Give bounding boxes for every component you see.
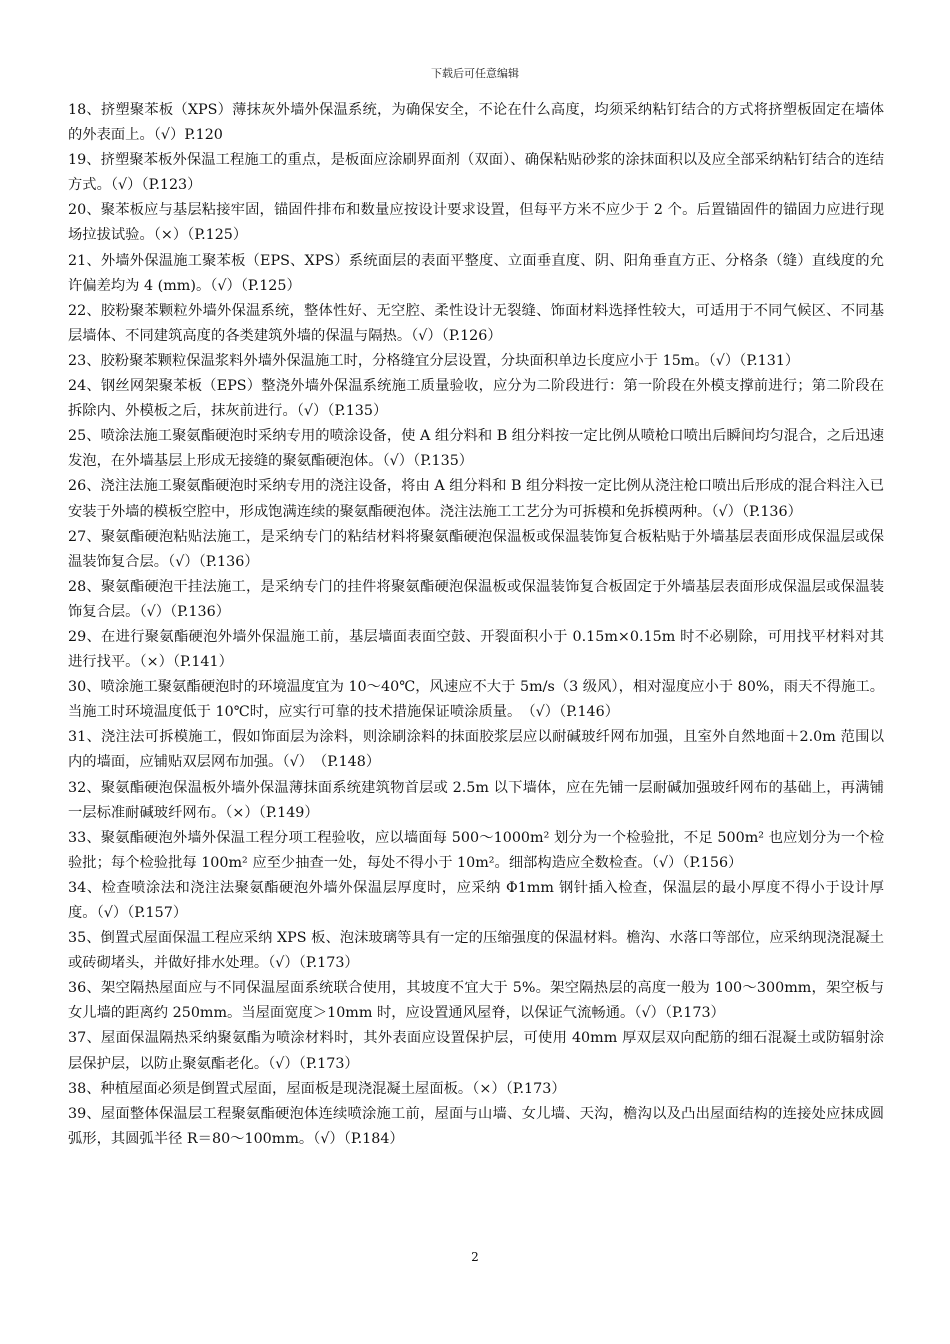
question-list [68,98,884,1152]
list-item: 20、聚苯板应与基层粘接牢固，锚固件排布和数量应按设计要求设置，但每平方米不应少于 2 个。后置锚固件的锚固力应进行现场拉拔试验。（×）（P.125） [68,202,884,244]
list-item: 37、屋面保温隔热采纳聚氨酯为喷涂材料时，其外表面应设置保护层，可使用 40mm 厚双层双向配筋的细石混凝土或防辐射涂层保护层，以防止聚氨酯老化。（√）（P.173） [68,1030,884,1072]
list-item: 35、倒置式屋面保温工程应采纳 XPS 板、泡沫玻璃等具有一定的压缩强度的保温材料。檐沟、水落口等部位，应采纳现浇混凝土或砖砌堵头，并做好排水处理。（√）（P.173） [68,930,884,972]
list-item: 31、浇注法可拆模施工，假如饰面层为涂料，则涂刷涂料的抹面胶浆层应以耐碱玻纤网布加强，且室外自然地面＋2.0m 范围以内的墙面，应铺贴双层网布加强。（√） （P.148） [68,729,884,771]
list-item: 38、种植屋面必须是倒置式屋面，屋面板是现浇混凝土屋面板。（×）（P.173） [68,1080,566,1097]
list-item: 23、胶粉聚苯颗粒保温浆料外墙外保温施工时，分格缝宜分层设置，分块面积单边长度应小于 15m。（√）（P.131） [68,352,800,369]
list-item: 39、屋面整体保温层工程聚氨酯硬泡体连续喷涂施工前，屋面与山墙、女儿墙、天沟，檐沟以及凸出屋面结构的连接处应抹成圆弧形，其圆弧半径 R＝80～100mm。（√）（P.184） [68,1105,884,1147]
page-number: 2 [471,1250,479,1264]
list-item: 29、在进行聚氨酯硬泡外墙外保温施工前，基层墙面表面空鼓、开裂面积小于 0.15m×0.15m 时不必剔除，可用找平材料对其进行找平。（×）（P.141） [68,628,884,671]
list-item: 36、架空隔热屋面应与不同保温屋面系统联合使用，其坡度不宜大于 5%。架空隔热层的高度一般为 100～300mm，架空板与女儿墙的距离约 250mm。当屋面宽度＞10mm 时，应设置通风屋脊，以保证气流畅通。（√）（P.173） [68,980,884,1022]
list-item: 28、聚氨酯硬泡干挂法施工，是采纳专门的挂件将聚氨酯硬泡保温板或保温装饰复合板固定于外墙基层表面形成保温层或保温装饰复合层。（√）（P.136） [68,578,884,620]
list-item: 30、喷涂施工聚氨酯硬泡时的环境温度宜为 10～40℃，风速应不大于 5m/s（3 级风），相对湿度应小于 80%，雨天不得施工。当施工时环境温度低于 10℃时，应实行可靠的技术措施保证喷涂质量。 （√）（P.146） [68,679,884,721]
list-item: 25、喷涂法施工聚氨酯硬泡时采纳专用的喷涂设备，使 A 组分料和 B 组分料按一定比例从喷枪口喷出后瞬间均匀混合，之后迅速发泡，在外墙基层上形成无接缝的聚氨酯硬泡体。（√）（P.135） [68,428,884,470]
list-item: 21、外墙外保温施工聚苯板（EPS、XPS）系统面层的表面平整度、立面垂直度、阴、阳角垂直方正、分格条（缝）直线度的允许偏差均为 4 (mm)。（√）（P.125） [68,252,884,294]
list-item: 19、挤塑聚苯板外保温工程施工的重点，是板面应涂刷界面剂（双面）、确保粘贴砂浆的涂抹面积以及应全部采纳粘钉结合的连结方式。（√）（P.123） [68,152,884,194]
list-item: 33、聚氨酯硬泡外墙外保温工程分项工程验收，应以墙面每 500～1000m² 划分为一个检验批，不足 500m² 也应划分为一个检验批；每个检验批每 100m² 应至少抽查一处，每处不得小于 10m²。细部构造应全数检查。（√）（P.156） [68,829,884,871]
list-item: 22、胶粉聚苯颗粒外墙外保温系统，整体性好、无空腔、柔性设计无裂缝、饰面材料选择性较大，可适用于不同气候区、不同基层墙体、不同建筑高度的各类建筑外墙的保温与隔热。（√）（P.126） [68,302,884,344]
list-item: 24、钢丝网架聚苯板（EPS）整浇外墙外保温系统施工质量验收，应分为二阶段进行：第一阶段在外模支撑前进行；第二阶段在拆除内、外模板之后，抹灰前进行。（√）（P.135） [68,378,884,420]
page-header: 下载后可任意编辑 [431,67,519,80]
list-item: 26、浇注法施工聚氨酯硬泡时采纳专用的浇注设备，将由 A 组分料和 B 组分料按一定比例从浇注枪口喷出后形成的混合料注入已安装于外墙的模板空腔中，形成饱满连续的聚氨酯硬泡体。浇注法施工工艺分为可拆模和免拆模两种。（√）（P.136） [68,478,884,520]
list-item: 32、聚氨酯硬泡保温板外墙外保温薄抹面系统建筑物首层或 2.5m 以下墙体，应在先铺一层耐碱加强玻纤网布的基础上，再满铺一层标准耐碱玻纤网布。（×）（P.149） [68,779,884,821]
list-item: 34、检查喷涂法和浇注法聚氨酯硬泡外墙外保温层厚度时，应采纳 Φ1mm 钢针插入检查，保温层的最小厚度不得小于设计厚度。（√）（P.157） [68,879,884,921]
list-item: 18、挤塑聚苯板（XPS）薄抹灰外墙外保温系统，为确保安全，不论在什么高度，均须采纳粘钉结合的方式将挤塑板固定在墙体的外表面上。（√）P.120 [68,102,884,144]
list-item: 27、聚氨酯硬泡粘贴法施工，是采纳专门的粘结材料将聚氨酯硬泡保温板或保温装饰复合板粘贴于外墙基层表面形成保温层或保温装饰复合层。（√）（P.136） [68,528,884,570]
